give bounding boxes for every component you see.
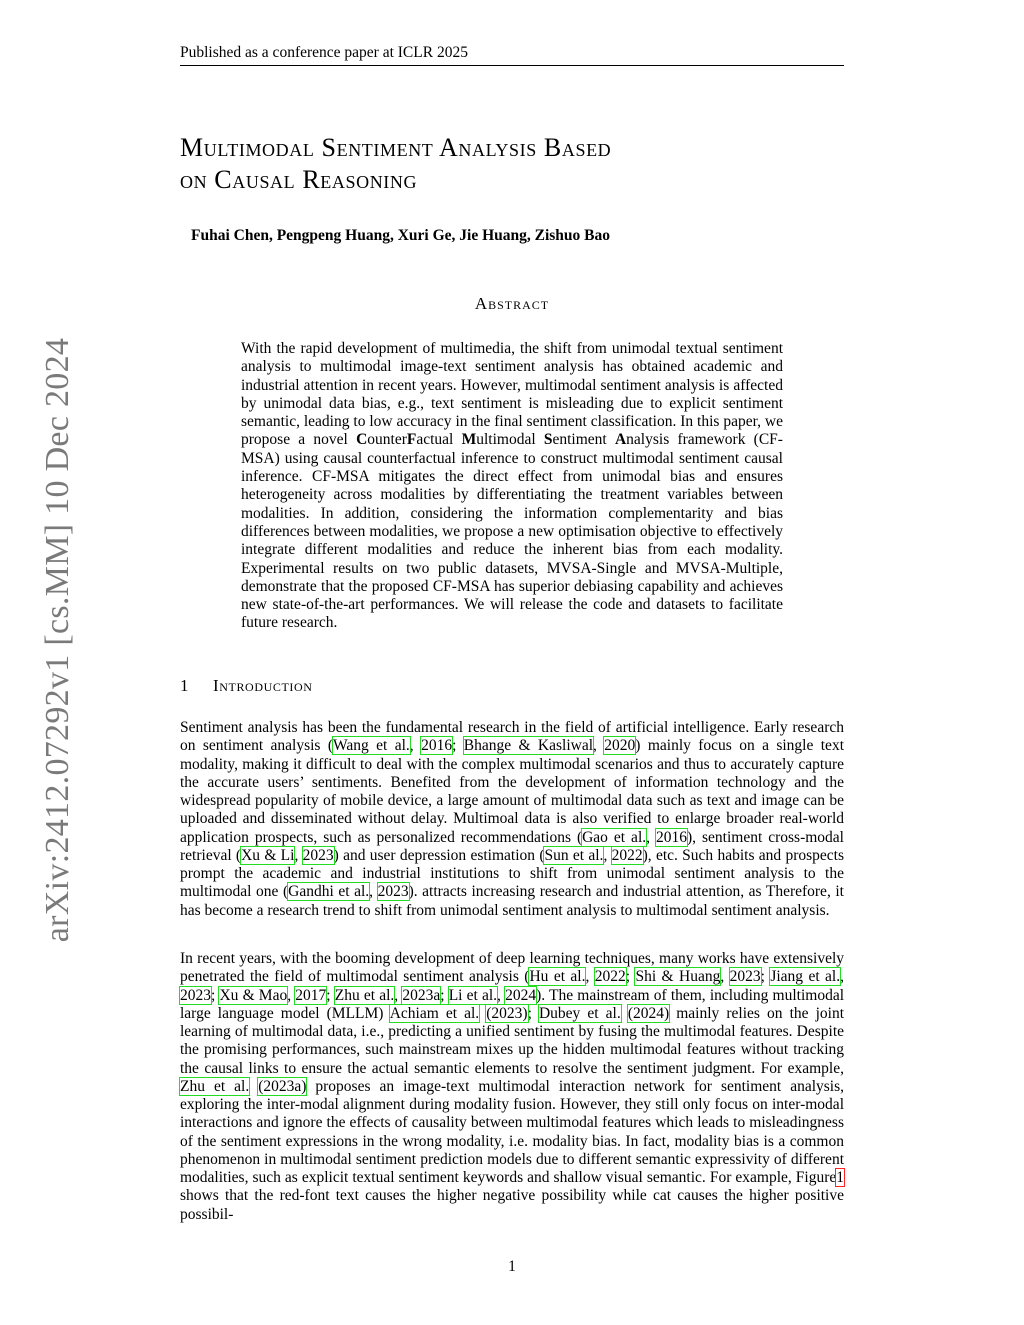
abstract-acronym-letter: S (543, 431, 553, 449)
citation-year-link[interactable]: 2024 (505, 986, 537, 1004)
citation-year-link[interactable]: 2022 (594, 968, 626, 986)
section-number: 1 (180, 676, 189, 695)
abstract-text: entiment (552, 431, 615, 449)
citation-year-link[interactable]: 2023 (302, 846, 334, 864)
citation-year-link[interactable]: 2023a (402, 986, 441, 1004)
citation-year-link[interactable]: 2016 (421, 737, 453, 755)
figure-reference-link[interactable]: 1 (836, 1169, 844, 1186)
citation-link[interactable]: Zhu et al. (180, 1077, 250, 1095)
citation-link[interactable]: Xu & Mao (219, 986, 288, 1004)
citation-separator: , (603, 846, 612, 864)
citation-year-link[interactable]: 2023 (377, 883, 409, 901)
citation-separator: ; (760, 968, 771, 986)
citation-separator: , (593, 737, 605, 755)
body-text: mainly relies on the joint learning of multimodal data, i.e., predicting a unified sentiment by fusing the multimodal features. Despite the promising performances, such mainstream mixes up the hidden multimodal features without tracking the causal links to ensure the actual semantic elements to resolve the sentiment judgment. For example, (180, 1004, 845, 1077)
body-text: proposes an image-text multimodal interaction network for sentiment analysis, exploring the inter-modal alignment during modality fusion. However, they still only focus on inter-modal interactions and ignore the effects of causality between multimodal features which leads to misleadingness of the sentiment expressions in the wrong modality, i.e. modality bias. In fact, modality bias is a common phenomenon in multimodal sentiment prediction models due to different semantic expressivity of different modalities, such as explicit textual sentiment keywords and shallow visual semantic. For example, Figure (180, 1077, 845, 1186)
citation-separator: , (294, 846, 303, 864)
citation-link[interactable]: Achiam et al. (389, 1004, 480, 1022)
citation-link[interactable]: Li et al. (448, 986, 498, 1004)
citation-separator: ; (527, 1004, 539, 1022)
citation-link[interactable]: Hu et al. (529, 968, 586, 986)
intro-paragraph-1 (180, 719, 844, 920)
citation-link[interactable]: Shi & Huang (635, 968, 721, 986)
citation-link[interactable]: Gandhi et al. (288, 883, 370, 901)
body-text: ). attracts increasing research and industrial attention, as Therefore, it has become a research trend to shift from unimodal sentiment analysis to multimodal sentiment analysis. (180, 883, 844, 919)
citation-year-link[interactable]: 2016 (655, 828, 687, 846)
citation-separator (249, 1078, 258, 1095)
citation-link[interactable]: Bhange & Kasliwal (463, 737, 594, 755)
citation-separator: , (394, 986, 403, 1004)
abstract-acronym-letter: C (356, 431, 368, 449)
body-text: ), etc. Such habits and prospects prompt the academic and industrial institutions to shift from unimodal sentiment analysis to the multimodal one ( (180, 846, 844, 901)
citation-separator: , (287, 986, 296, 1004)
body-text: shows that the red-font text causes the higher negative possibility while cat causes the higher positive possibil- (180, 1187, 844, 1223)
abstract-acronym-letter: M (461, 431, 477, 449)
abstract-text: actual (416, 431, 462, 449)
citation-separator: ; (440, 986, 449, 1004)
running-head: Published as a conference paper at ICLR 2025 (180, 44, 468, 61)
citation-separator: ; (625, 968, 636, 986)
citation-separator: , (720, 968, 730, 986)
citation-link[interactable]: Zhu et al. (334, 986, 395, 1004)
body-text: In recent years, with the booming development of deep learning techniques, many works have extensively penetrated the field of multimodal sentiment analysis ( (180, 950, 844, 986)
citation-separator: ; (326, 986, 335, 1004)
section-heading-introduction (180, 676, 313, 696)
citation-year-link[interactable]: (2023) (486, 1004, 528, 1022)
abstract-acronym-letter: A (614, 431, 627, 449)
citation-separator (621, 1005, 628, 1022)
abstract-text: nalysis framework (CF-MSA) using causal counterfactual inference to construct multimodal sentiment causal inference. CF-MSA mitigates the direct effect from unimodal bias and ensures heterogeneity across modalities by differentiating the treatment variables between modalities. In addition, considering the information complementarity and bias differences between modalities, we propose a new optimisation objective to effectively integrate different modalities and reduce the inherent bias from each modality. Experimental results on two public datasets, MVSA-Single and MVSA-Multiple, demonstrate that the proposed CF-MSA has superior debiasing capability and achieves new state-of-the-art performances. We will release the code and datasets to facilitate future research. (241, 431, 783, 632)
citation-link[interactable]: Dubey et al. (538, 1004, 621, 1022)
paper-title (180, 132, 844, 196)
citation-year-link[interactable]: (2024) (627, 1004, 670, 1022)
author-list: Fuhai Chen, Pengpeng Huang, Xuri Ge, Jie Huang, Zishuo Bao (191, 227, 611, 244)
abstract-text: ounter (367, 431, 407, 449)
header-rule (180, 65, 844, 66)
page-number: 1 (508, 1258, 516, 1275)
citation-separator: , (497, 986, 506, 1004)
citation-separator: ; (211, 986, 220, 1004)
citation-year-link[interactable]: (2023a) (258, 1077, 307, 1095)
citation-separator: , (409, 737, 422, 755)
citation-separator: , (840, 968, 844, 986)
body-text: Sentiment analysis has been the fundamental research in the field of artificial intelligence. Early research on sentiment analysis ( (180, 719, 844, 755)
abstract-body (241, 340, 783, 633)
citation-link[interactable]: Jiang et al. (770, 968, 841, 986)
arxiv-stamp: arXiv:2412.07292v1 [cs.MM] 10 Dec 2024 (39, 337, 76, 943)
citation-link[interactable]: Xu & Li (241, 846, 295, 864)
body-text: ) and user depression estimation ( (333, 846, 545, 864)
citation-year-link[interactable]: 2022 (611, 846, 643, 864)
body-text: ) mainly focus on a single text modality, making it difficult to deal with the complex multimodal scenarios and thus to accurately capture the accurate users’ sentiments. Benefited from the development of information technology and the widespread popularity of mobile device, a large amount of multimodal data such as text and image can be uploaded and disseminated without delay. Multimoal data is also verified to enlarge broader real-world application prospects, such as personalized recommendations ( (180, 737, 844, 846)
body-text: ), sentiment cross-modal retrieval ( (180, 828, 844, 864)
citation-link[interactable]: Wang et al. (333, 737, 410, 755)
citation-year-link[interactable]: 2023 (729, 968, 761, 986)
citation-year-link[interactable]: 2020 (604, 737, 636, 755)
citation-separator: , (646, 828, 656, 846)
citation-separator: , (585, 968, 595, 986)
abstract-heading: Abstract (474, 294, 550, 313)
abstract-text: ultimodal (476, 431, 544, 449)
citation-link[interactable]: Gao et al. (582, 828, 647, 846)
body-text: ). The mainstream of them, including multimodal large language model (MLLM) (180, 986, 845, 1022)
citation-year-link[interactable]: 2017 (295, 986, 327, 1004)
title-line-1: Multimodal Sentiment Analysis Based (180, 133, 612, 162)
citation-separator: , (369, 883, 378, 901)
section-title: Introduction (213, 676, 313, 695)
citation-link[interactable]: Sun et al. (544, 846, 604, 864)
intro-paragraph-2 (180, 950, 844, 1224)
title-line-2: on Causal Reasoning (180, 165, 418, 194)
citation-year-link[interactable]: 2023 (180, 986, 211, 1004)
abstract-acronym-letter: F (406, 431, 417, 449)
citation-separator: ; (452, 737, 464, 755)
abstract-text: With the rapid development of multimedia, the shift from unimodal textual sentiment analysis to multimodal image-text sentiment analysis has obtained academic and industrial attention in recent years. However, multimodal sentiment analysis is affected by unimodal data bias, e.g., text sentiment is misleading due to explicit sentiment semantic, leading to low accuracy in the final sentiment classification. In this paper, we propose a novel (241, 340, 783, 449)
